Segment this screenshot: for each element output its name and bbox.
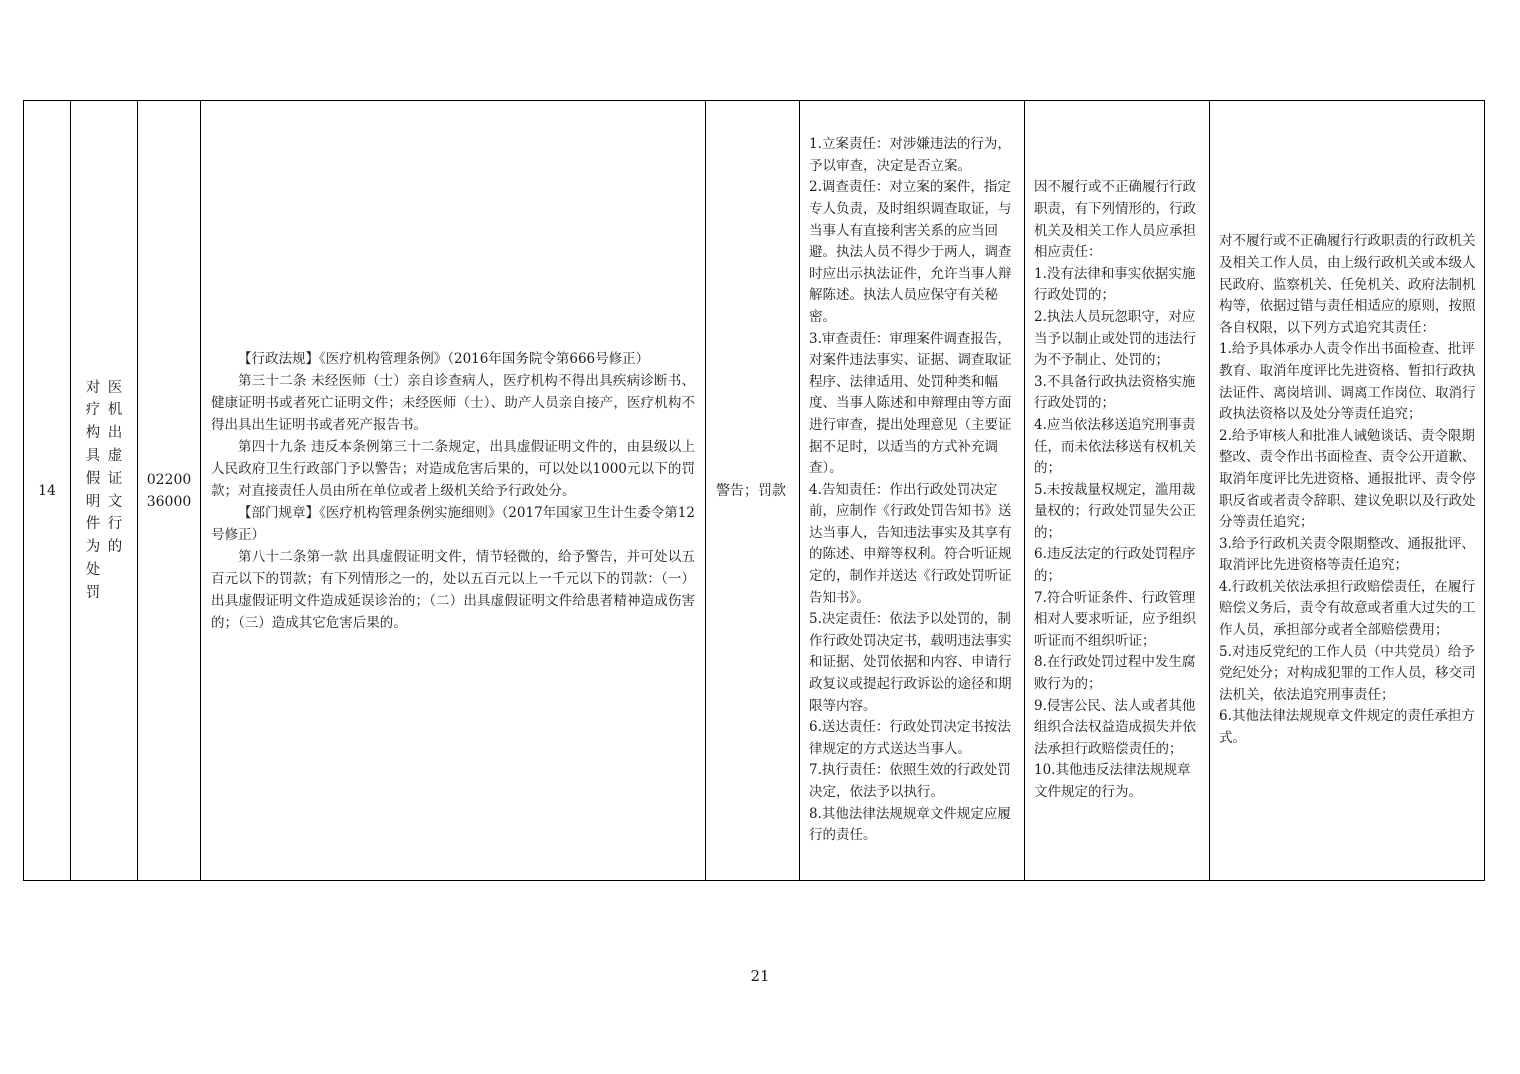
- legal-basis-paragraph: 第三十二条 未经医师（士）亲自诊查病人，医疗机构不得出具疾病诊断书、健康证明书或者死亡证明文件；未经医师（士）、助产人员亲自接产，医疗机构不得出具出生证明书或者死产报告书。: [211, 372, 695, 433]
- legal-basis-paragraph: 【行政法规】《医疗机构管理条例》（2016年国务院令第666号修正）: [238, 350, 650, 367]
- accountability-item: 4.应当依法移送追究刑事责任，而未依法移送有权机关的；: [1034, 416, 1196, 477]
- accountability-method-item: 2.给予审核人和批准人诫勉谈话、责令限期整改、责令作出书面检查、责令公开道歉、取消年度评比先进资格、通报批评、责令停职反省或者责令辞职、建议免职以及行政处分等责任追究；: [1219, 427, 1476, 531]
- responsibility-item: 4.告知责任：作出行政处罚决定前，应制作《行政处罚告知书》送达当事人，告知违法事实及其享有的陈述、申辩等权利。符合听证规定的，制作并送达《行政处罚听证告知书》。: [809, 481, 1012, 606]
- responsibility-item: 1.立案责任：对涉嫌违法的行为，予以审查，决定是否立案。: [809, 136, 1011, 174]
- item-name-col-right: 医机出虚证文行的: [107, 379, 123, 556]
- responsibility-list: [800, 134, 1024, 847]
- legal-basis-paragraph: 【部门规章】《医疗机构管理条例实施细则》（2017年国家卫生计生委令第12号修正）: [211, 504, 695, 543]
- legal-basis: [201, 348, 705, 634]
- legal-basis-paragraph: 第八十二条第一款 出具虚假证明文件，情节轻微的，给予警告，并可处以五百元以下的罚款；有下列情形之一的，处以五百元以上一千元以下的罚款：（一）出具虚假证明文件造成延误诊治的；（二）出具虚假证明文件给患者精神造成伤害的；（三）造成其它危害后果的。: [211, 548, 695, 631]
- accountability-method-item: 对不履行或不正确履行行政职责的行政机关及相关工作人员，由上级行政机关或本级人民政府、监察机关、任免机关、政府法制机构等，依据过错与责任相适应的原则，按照各自权限，以下列方式追究其责任：: [1219, 233, 1476, 336]
- accountability-method-cell: [1210, 101, 1485, 881]
- item-name: [71, 377, 137, 605]
- responsibility-item: 6.送达责任：行政处罚决定书按法律规定的方式送达当事人。: [809, 719, 1011, 757]
- responsibility-item: 2.调查责任：对立案的案件，指定专人负责，及时组织调查取证，与当事人有直接利害关系的应当回避。执法人员不得少于两人，调查时应出示执法证件，允许当事人辩解陈述。执法人员应保守有关秘密。: [809, 179, 1012, 325]
- accountability-item: 3.不具备行政执法资格实施行政处罚的；: [1034, 373, 1196, 412]
- accountability-item: 10.其他违反法律法规规章文件规定的行为。: [1034, 762, 1191, 801]
- item-code-line: 36000: [146, 493, 192, 510]
- item-code-cell: [138, 101, 201, 881]
- seq-number: 14: [38, 482, 56, 499]
- accountability-method-item: 3.给予行政机关责令限期整改、通报批评、取消评比先进资格等责任追究；: [1219, 535, 1475, 574]
- responsibility-cell: [800, 101, 1025, 881]
- accountability-method-list: [1210, 231, 1484, 749]
- item-name-cell: [71, 101, 138, 881]
- accountability-item: 6.违反法定的行政处罚程序的；: [1034, 546, 1196, 585]
- accountability-method-item: 4.行政机关依法承担行政赔偿责任，在履行赔偿义务后，责令有故意或者重大过失的工作人员，承担部分或者全部赔偿费用；: [1219, 578, 1476, 639]
- page-number: 21: [750, 967, 770, 985]
- accountability-method-item: 5.对违反党纪的工作人员（中共党员）给予党纪处分；对构成犯罪的工作人员，移交司法机关，依法追究刑事责任；: [1219, 643, 1476, 703]
- responsibility-item: 3.审查责任：审理案件调查报告，对案件违法事实、证据、调查取证程序、法律适用、处罚种类和幅度、当事人陈述和申辩理由等方面进行审查，提出处理意见（主要证据不足时，以适当的方式补充调查）。: [809, 330, 1012, 477]
- item-name-col-left: 对疗构具假明件为处罚: [85, 379, 101, 601]
- legal-basis-paragraph: 第四十九条 违反本条例第三十二条规定，出具虚假证明文件的，由县级以上人民政府卫生行政部门予以警告；对造成危害后果的，可以处以1000元以下的罚款；对直接责任人员由所在单位或者上级机关给予行政处分。: [211, 438, 695, 499]
- accountability-item: 9.侵害公民、法人或者其他组织合法权益造成损失并依法承担行政赔偿责任的；: [1034, 697, 1196, 757]
- table-row: [24, 101, 1485, 881]
- legal-basis-cell: [201, 101, 706, 881]
- accountability-method-item: 6.其他法律法规规章文件规定的责任承担方式。: [1219, 708, 1475, 747]
- responsibility-item: 7.执行责任：依照生效的行政处罚决定，依法予以执行。: [809, 762, 1011, 801]
- penalty-type: 警告；罚款: [716, 482, 786, 499]
- accountability-item: 2.执法人员玩忽职守，对应当予以制止或处罚的违法行为不予制止、处罚的；: [1034, 308, 1196, 369]
- accountability-cell: [1025, 101, 1210, 881]
- responsibility-item: 5.决定责任：依法予以处罚的，制作行政处罚决定书，载明违法事实和证据、处罚依据和内容、申请行政复议或提起行政诉讼的途径和期限等内容。: [809, 611, 1012, 714]
- accountability-list: [1025, 177, 1209, 803]
- penalty-type-cell: [706, 101, 800, 881]
- accountability-item: 8.在行政处罚过程中发生腐败行为的；: [1034, 654, 1196, 693]
- accountability-item: 7.符合听证条件、行政管理相对人要求听证，应予组织听证而不组织听证；: [1034, 589, 1196, 649]
- accountability-item: 因不履行或不正确履行行政职责，有下列情形的，行政机关及相关工作人员应承担相应责任：: [1034, 179, 1196, 261]
- power-item-table: [23, 100, 1485, 881]
- accountability-item: 5.未按裁量权规定，滥用裁量权的；行政处罚显失公正的；: [1034, 481, 1196, 541]
- responsibility-item: 8.其他法律法规规章文件规定应履行的责任。: [809, 805, 1011, 844]
- accountability-method-item: 1.给予具体承办人责令作出书面检查、批评教育、取消年度评比先进资格、暂扣行政执法证件、离岗培训、调离工作岗位、取消行政执法资格以及处分等责任追究；: [1219, 341, 1476, 423]
- accountability-item: 1.没有法律和事实依据实施行政处罚的；: [1034, 265, 1196, 304]
- seq-cell: [24, 101, 71, 881]
- item-code-line: 02200: [146, 471, 192, 488]
